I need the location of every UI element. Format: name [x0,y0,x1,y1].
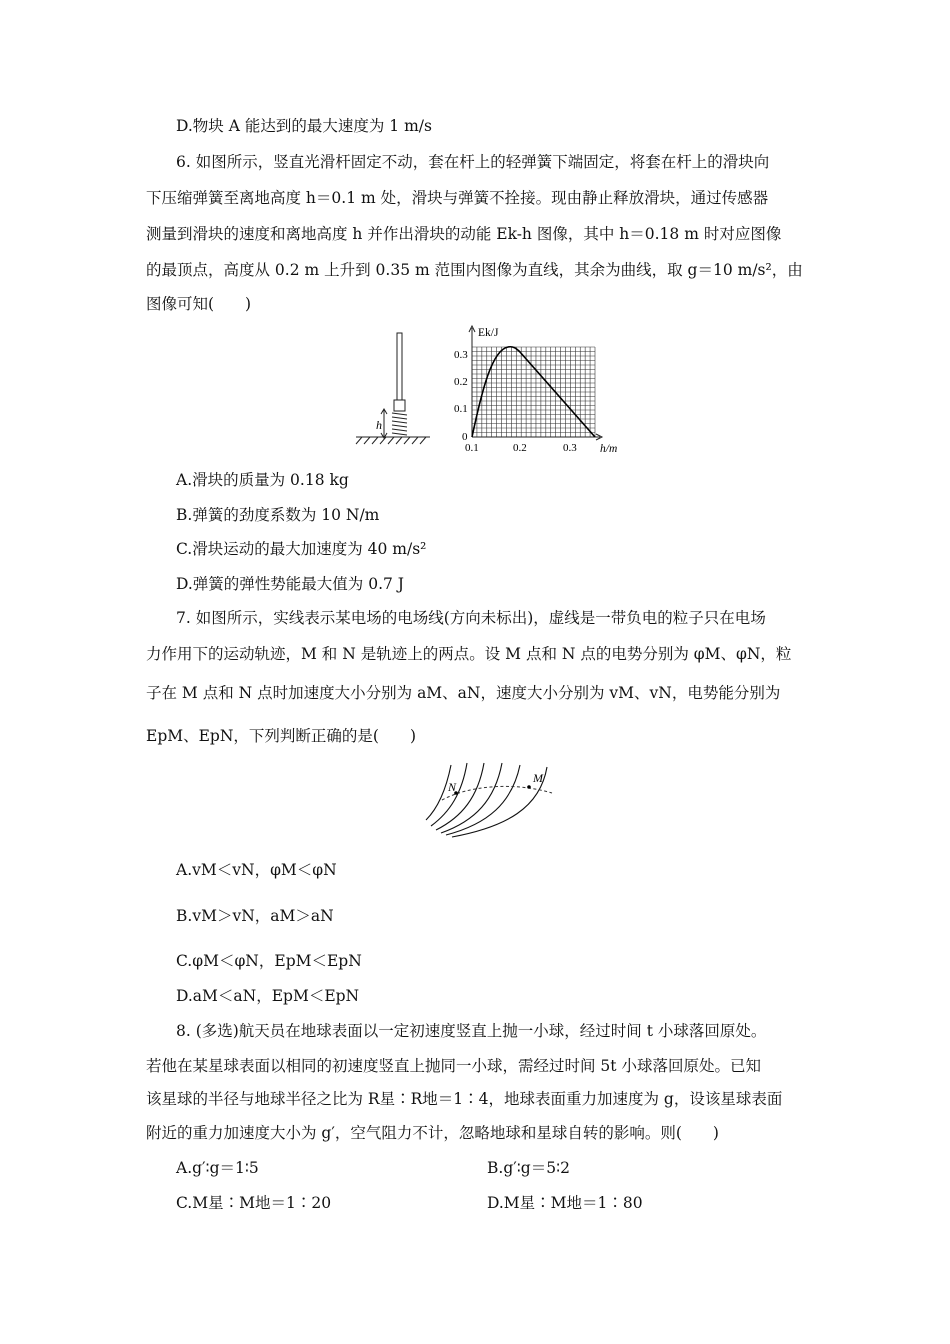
field-lines [426,763,547,837]
q6-line-3: 测量到滑块的速度和离地高度 h 并作出滑块的动能 Ek-h 图像，其中 h＝0.18 m 时对应图像 [146,225,782,243]
x-tick-0.1: 0.1 [465,442,479,454]
y-tick-0.3: 0.3 [454,349,468,361]
trajectory [442,786,552,800]
x-tick-0.2: 0.2 [513,442,527,454]
q6-option-b: B.弹簧的劲度系数为 10 N/m [176,506,380,524]
q7-label-m: M [533,771,543,785]
q8-option-c: C.M星∶M地＝1∶20 [176,1194,332,1212]
q6-option-d: D.弹簧的弹性势能最大值为 0.7 J [176,575,405,593]
point-m [527,785,531,789]
q6-figure [350,322,630,458]
q7-option-b: B.vM＞vN，aM＞aN [176,907,334,925]
y-tick-0: 0 [462,431,468,443]
q6-option-a: A.滑块的质量为 0.18 kg [176,471,349,489]
q7-label-n: N [448,780,457,794]
y-axis-label: Ek/J [478,327,499,339]
ek-h-graph [454,326,617,455]
q8-line-2: 若他在某星球表面以相同的初速度竖直上抛同一小球，需经过时间 5t 小球落回原处。已知 [146,1057,761,1075]
q6-line-1: 6. 如图所示，竖直光滑杆固定不动，套在杆上的轻弹簧下端固定，将套在杆上的滑块向 [176,153,770,171]
q7-option-d: D.aM＜aN，EpM＜EpN [176,987,360,1005]
q7-line-3: 子在 M 点和 N 点时加速度大小分别为 aM、aN，速度大小分别为 vM、vN，电势能分别为 [146,684,781,702]
q7-line-1: 7. 如图所示，实线表示某电场的电场线(方向未标出)，虚线是一带负电的粒子只在电场 [176,609,766,627]
q6-line-4: 的最顶点，高度从 0.2 m 上升到 0.35 m 范围内图像为直线，其余为曲线，取 g＝10 m/s²，由 [146,261,803,279]
q8-line-3: 该星球的半径与地球半径之比为 R星∶R地＝1∶4，地球表面重力加速度为 g，设该星球表面 [146,1090,783,1108]
y-tick-0.1: 0.1 [454,403,468,415]
q6-h-label: h [376,418,382,432]
rod-spring-apparatus [356,333,430,444]
y-tick-0.2: 0.2 [454,376,468,388]
q8-option-d: D.M星∶M地＝1∶80 [487,1194,643,1212]
q5-option-d: D.物块 A 能达到的最大速度为 1 m/s [176,117,432,135]
q6-line-5: 图像可知( ) [146,295,252,313]
q8-line-1: 8. (多选)航天员在地球表面以一定初速度竖直上抛一小球，经过时间 t 小球落回原处。 [176,1022,767,1040]
q6-option-c: C.滑块运动的最大加速度为 40 m/s² [176,540,427,558]
q7-line-4: EpM、EpN，下列判断正确的是( ) [146,727,417,745]
q6-line-2: 下压缩弹簧至离地高度 h＝0.1 m 处，滑块与弹簧不拴接。现由静止释放滑块，通过传感器 [146,189,769,207]
x-axis-label: h/m [600,443,618,455]
q8-option-a: A.g′∶g＝1∶5 [176,1159,259,1177]
x-tick-0.3: 0.3 [563,442,577,454]
q7-option-a: A.vM＜vN，φM＜φN [176,861,337,879]
q7-line-2: 力作用下的运动轨迹，M 和 N 是轨迹上的两点。设 M 点和 N 点的电势分别为 φM、φN，粒 [146,645,792,663]
q8-line-4: 附近的重力加速度大小为 g′，空气阻力不计，忽略地球和星球自转的影响。则( ) [146,1124,719,1142]
q7-option-c: C.φM＜φN，EpM＜EpN [176,952,362,970]
q8-option-b: B.g′∶g＝5∶2 [487,1159,570,1177]
q7-figure [420,758,560,838]
